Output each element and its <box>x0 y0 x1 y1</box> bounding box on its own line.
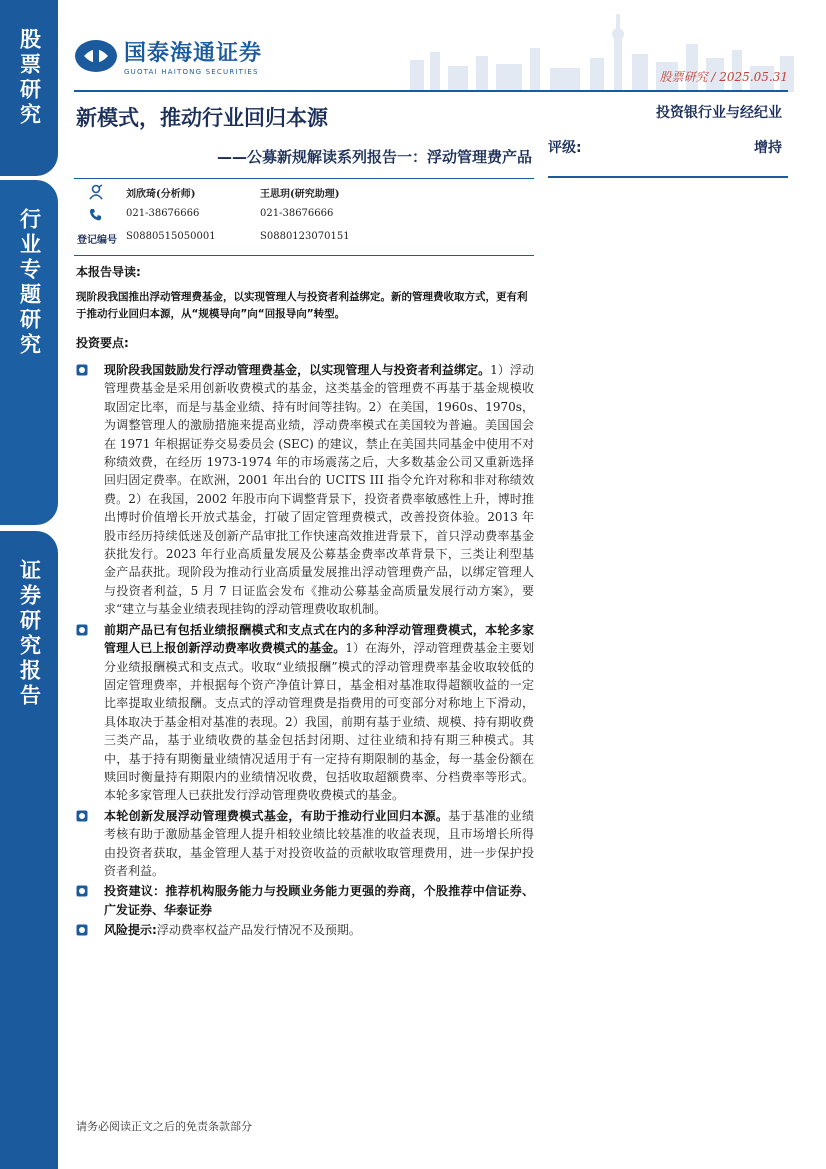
sidebar <box>0 0 58 1169</box>
rating-label: 评级: <box>548 140 582 156</box>
key-point-text: 1）浮动管理费基金是采用创新收费模式的基金，这类基金的管理费不再基于基金规模收取固定比率，而是与基金业绩、持有时间等挂钩。2）在美国，1960s、1970s，为调整管理人的激励措施来提高业绩，浮动费率模式在美国较为普遍。美国国会在 1971 年根据证券交易委员会 (SEC) 的建议，禁止在美国共同基金中使用不对称绩效费，在经历 1973-1974 年的市场震荡之后，大多数基金公司又重新选择回归固定费率。在欧洲，2001 年出台的 UCITS III 指令允许对称和非对称绩效费。2）在我国，2002 年股市向下调整背景下，投资者费率敏感性上升，博时推出博时价值增长开放式基金，打破了固定管理费模式，改善投资体验。2013 年股市经历持续低迷及创新产品审批工作快速高效推进背景下，首只浮动费率基金获批发行。2023 年行业高质量发展及公募基金费率改革背景下，三类让利型基金产品获批。现阶段为推动行业高质量发展推出浮动管理费产品，以绑定管理人与投资者利益，5 月 7 日证监会发布《推动公募基金高质量发展行动方案》，要求“建立与基金业绩表现挂钩的浮动管理费收取机制。 <box>104 363 534 617</box>
sidebar-block-industry-research <box>0 180 58 525</box>
reg-label: 登记编号 <box>77 235 117 246</box>
key-point-item <box>74 621 534 805</box>
logo-mark-icon <box>74 39 118 73</box>
industry-label: 投资银行业与经纪业 <box>656 105 782 121</box>
key-point-bold: 投资建议：推荐机构服务能力与投顾业务能力更强的券商，个股推荐中信证券、广发证券、华泰证券 <box>104 884 534 917</box>
bullet-icon <box>76 810 88 822</box>
analyst-reg-number: S0880123070151 <box>260 231 350 242</box>
analyst-phone: 021-38676666 <box>126 208 200 219</box>
sidebar-label: 行业专题研究 <box>17 208 42 358</box>
logo-text-cn: 国泰海通证券 <box>124 41 263 66</box>
report-meta: 股票研究 / 2025.05.31 <box>659 70 788 84</box>
page-title: 新模式，推动行业回归本源 <box>76 106 328 130</box>
page-subtitle: ——公募新规解读系列报告一：浮动管理费产品 <box>216 148 532 166</box>
bullet-icon <box>76 624 88 636</box>
key-point-bold: 前期产品已有包括业绩报酬模式和支点式在内的多种浮动管理费模式，本轮多家管理人已上报创新浮动费率收费模式的基金。 <box>104 622 534 656</box>
intro-heading: 本报告导读: <box>76 265 141 279</box>
header-divider <box>74 90 788 92</box>
rating-divider <box>548 176 788 178</box>
key-point-item <box>74 807 534 881</box>
analyst-name: 王思玥(研究助理) <box>260 189 340 200</box>
logo-text-en: GUOTAI HAITONG SECURITIES <box>124 68 259 76</box>
disclaimer-note: 请务必阅读正文之后的免责条款部分 <box>76 1120 252 1133</box>
rating-value: 增持 <box>754 140 782 156</box>
key-point-text: 浮动费率权益产品发行情况不及预期。 <box>156 923 361 938</box>
key-point-text: 基于基准的业绩考核有助于激励基金管理人提升相较业绩比较基准的收益表现，且市场增长所得由投资者获取，基金管理人基于对投资收益的贡献收取管理费用，进一步保护投资者利益。 <box>104 808 534 878</box>
key-point-item <box>74 882 534 919</box>
analyst-icon <box>88 184 104 200</box>
sidebar-label: 证券研究报告 <box>17 559 42 709</box>
key-point-bold: 现阶段我国鼓励发行浮动管理费基金，以实现管理人与投资者利益绑定。 <box>104 363 491 377</box>
analyst-name: 刘欣琦(分析师) <box>126 189 196 200</box>
key-points-heading: 投资要点: <box>76 336 129 350</box>
analyst-reg-row <box>74 230 534 246</box>
bullet-icon <box>76 364 88 376</box>
key-point-item <box>74 921 534 939</box>
analyst-name-row <box>74 184 534 200</box>
key-points-list <box>74 361 534 942</box>
company-logo <box>74 36 262 76</box>
key-point-text: 1）在海外，浮动管理费基金主要划分业绩报酬模式和支点式。收取“业绩报酬”模式的浮动管理费率基金收取较低的固定管理费率，并根据每个资产净值计算日，基金相对基准取得超额收益的一定比率提取业绩报酬。支点式的浮动管理费是指费用的可变部分对称地上下滑动，具体取决于基金相对基准的表现。2）我国，前期有基于业绩、规模、持有期收费三类产品，基于业绩收费的基金包括封闭期、过往业绩和持有期三种模式。其中，基于持有期衡量业绩情况适用于有一定持有期限制的基金，每一基金份额在赎回时衡量持有期限内的业绩情况收费，包括收取超额费率、分档费率等形式。本轮多家管理人已获批发行浮动管理费收费模式的基金。 <box>104 641 534 803</box>
key-point-item <box>74 361 534 619</box>
analyst-top-divider <box>74 178 534 179</box>
bullet-icon <box>76 924 88 936</box>
analyst-phone-row <box>74 207 534 223</box>
bullet-icon <box>76 885 88 897</box>
sidebar-block-stock-research <box>0 0 58 176</box>
analyst-reg-number: S0880515050001 <box>126 231 216 242</box>
key-point-bold: 风险提示: <box>104 923 157 938</box>
analyst-phone: 021-38676666 <box>260 208 334 219</box>
key-point-bold: 本轮创新发展浮动管理费模式基金，有助于推动行业回归本源。 <box>104 808 449 823</box>
analyst-bottom-divider <box>74 255 534 256</box>
phone-icon <box>88 207 104 223</box>
sidebar-label: 股票研究 <box>17 28 42 128</box>
sidebar-block-securities-report <box>0 531 58 1169</box>
intro-text: 现阶段我国推出浮动管理费基金，以实现管理人与投资者利益绑定。新的管理费收取方式，更有利于推动行业回归本源，从“规模导向”向“回报导向”转型。 <box>76 291 528 320</box>
